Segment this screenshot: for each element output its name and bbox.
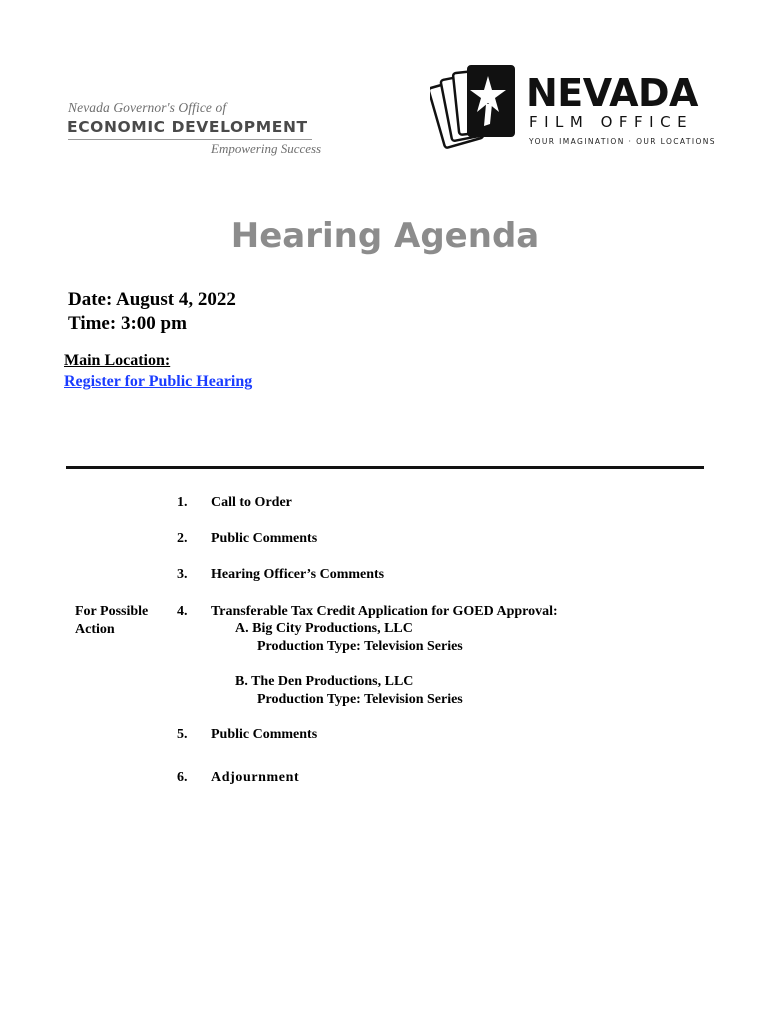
possible-action-label-line1: For Possible: [75, 604, 149, 619]
goed-logo-rule: [68, 139, 312, 140]
agenda-subitem-title: A. Big City Productions, LLC: [235, 621, 413, 636]
film-office-name: NEVADA: [526, 71, 698, 115]
page-title: Hearing Agenda: [230, 216, 540, 256]
agenda-item-text: Hearing Officer’s Comments: [211, 567, 385, 582]
agenda-item-number: 3.: [177, 567, 188, 582]
agenda-item-number: 5.: [177, 727, 188, 742]
goed-logo-tagline: Empowering Success: [211, 141, 322, 156]
agenda-subitem-detail: Production Type: Television Series: [257, 639, 463, 654]
agenda-subitem-title: B. The Den Productions, LLC: [235, 674, 414, 689]
hearing-time: Time: 3:00 pm: [68, 313, 187, 334]
possible-action-label-line2: Action: [75, 622, 115, 637]
agenda-subitem-detail: Production Type: Television Series: [257, 692, 463, 707]
agenda-item-text: Call to Order: [211, 495, 292, 510]
agenda-item-text: Transferable Tax Credit Application for GOED Approval:: [211, 604, 558, 619]
agenda-item-text: Adjournment: [211, 770, 300, 785]
register-link[interactable]: Register for Public Hearing: [64, 373, 253, 390]
hearing-date: Date: August 4, 2022: [68, 289, 236, 310]
goed-logo-main-line: ECONOMIC DEVELOPMENT: [67, 118, 308, 136]
agenda-item-number: 1.: [177, 495, 188, 510]
agenda-item-text: Public Comments: [211, 531, 318, 546]
film-office-tagline: YOUR IMAGINATION · OUR LOCATIONS: [529, 137, 716, 146]
agenda-item-text: Public Comments: [211, 727, 318, 742]
agenda-item-number: 2.: [177, 531, 188, 546]
film-office-subtitle: FILM OFFICE: [529, 113, 694, 131]
film-cards-star-icon: [430, 60, 526, 156]
main-location-label: Main Location:: [64, 352, 171, 369]
agenda-item-number: 6.: [177, 770, 188, 785]
goed-logo-top-line: Nevada Governor's Office of: [68, 100, 227, 115]
agenda-item-number: 4.: [177, 604, 188, 619]
section-divider: [66, 466, 704, 469]
